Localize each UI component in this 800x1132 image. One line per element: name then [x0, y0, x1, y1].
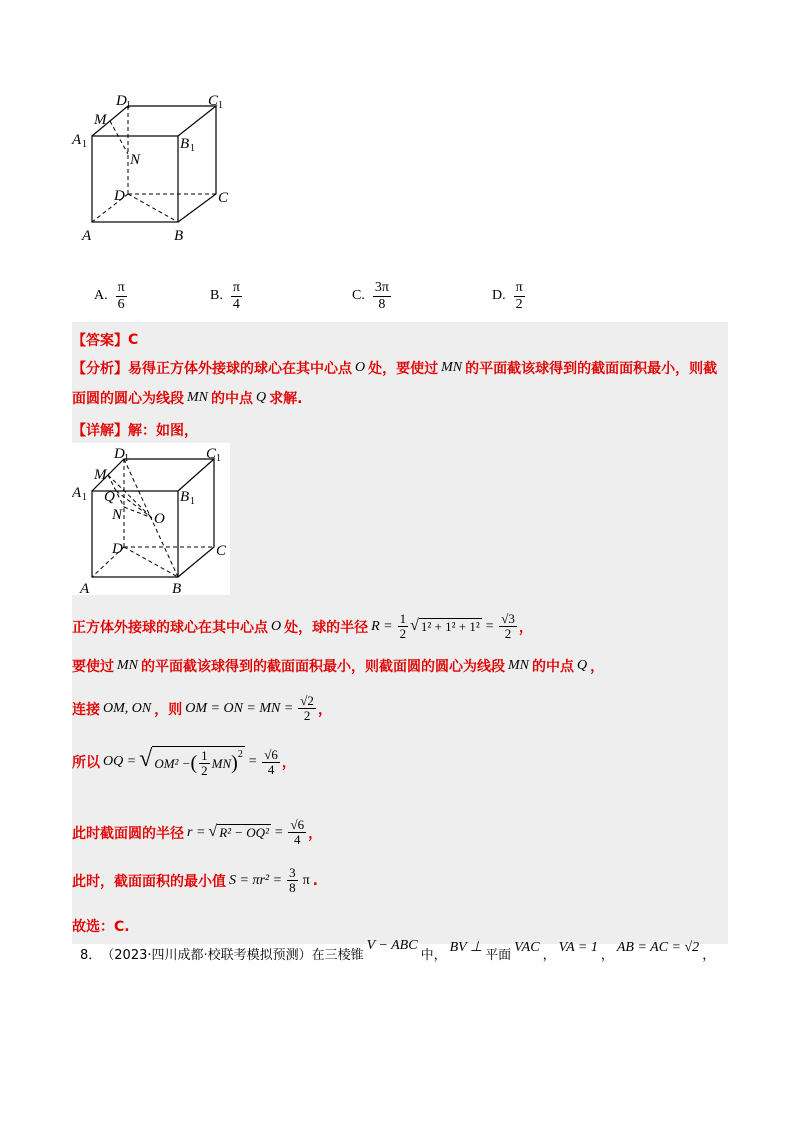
- s6-res-num: 3: [289, 865, 296, 880]
- right-face: [178, 106, 216, 222]
- s7-text: 故选：C.: [72, 919, 130, 935]
- solution-line-5: [72, 818, 322, 847]
- option-a-fraction: [116, 280, 127, 313]
- s4-half-fraction: [199, 749, 210, 778]
- solution-line-1: [72, 612, 533, 641]
- s1-half-den: 2: [399, 626, 407, 641]
- analysis-text-1a: 易得正方体外接球的球心在其中心点: [128, 361, 352, 377]
- s2-text-a: 要使过: [72, 659, 114, 675]
- q8-math-vac: VAC: [514, 939, 540, 955]
- q8-math-va: VA = 1: [558, 939, 598, 955]
- option-c-den: 8: [378, 296, 386, 312]
- s4-root-a: OM² −: [154, 755, 191, 771]
- s1-half-fraction: [398, 612, 409, 641]
- s1-sqrt-content: 1² + 1² + 1²: [420, 619, 480, 634]
- label-n: N: [112, 507, 123, 523]
- left-paren-icon: (: [190, 752, 198, 774]
- cube-figure-2: [72, 443, 230, 595]
- q8-mid: 中，: [420, 948, 447, 963]
- label-b1: B: [180, 489, 190, 505]
- radical-icon: √: [410, 617, 419, 634]
- solution-line-2: [72, 656, 604, 676]
- option-a-den: 6: [117, 296, 125, 312]
- s3-math-expr: OM = ON = MN =: [185, 700, 294, 716]
- s4-end: ，: [281, 755, 296, 771]
- label-d: D: [114, 188, 125, 204]
- label-a1-sub: 1: [82, 139, 87, 150]
- analysis-tag: 【分析】: [72, 361, 128, 377]
- label-c1-sub: 1: [218, 100, 223, 111]
- s6-math-lhs: S = πr² =: [229, 872, 283, 888]
- label-a1: A: [72, 132, 82, 148]
- math-q: Q: [256, 390, 267, 405]
- s4-sqrt-content: [152, 746, 244, 778]
- s4-half-num: 1: [201, 748, 208, 763]
- label-n: N: [130, 152, 141, 168]
- label-a1-sub: 1: [82, 492, 87, 503]
- option-c-letter: C.: [352, 288, 365, 303]
- s2-math-mn-2: MN: [508, 658, 529, 673]
- label-d1-sub: 1: [124, 453, 129, 464]
- s5-eq: =: [273, 824, 284, 840]
- label-c1: C: [206, 446, 217, 462]
- option-c[interactable]: [352, 276, 391, 316]
- label-c: C: [216, 543, 227, 559]
- option-d[interactable]: [492, 276, 525, 316]
- math-mn: MN: [441, 360, 463, 375]
- label-m: M: [94, 467, 107, 483]
- analysis-text-2c: 求解.: [269, 391, 303, 407]
- option-a-num: π: [117, 279, 125, 295]
- s2-end: ，: [590, 659, 605, 675]
- analysis-text-1b: 处，要使过: [368, 361, 439, 377]
- s1-text-b: 处，球的半径: [284, 619, 369, 636]
- option-d-fraction: [514, 280, 525, 313]
- label-b: B: [174, 228, 184, 244]
- s2-text-b: 的平面截该球得到的截面面积最小，则截面圆的圆心为线段: [141, 659, 505, 675]
- s4-sqrt: [139, 746, 245, 778]
- solution-line-7: [72, 916, 130, 936]
- s6-pi: π: [302, 872, 310, 888]
- label-b1-sub: 1: [190, 143, 195, 154]
- label-o: O: [154, 511, 165, 527]
- s5-sqrt-content: R² − OQ²: [219, 825, 269, 840]
- label-d1: D: [114, 446, 125, 462]
- label-b1: B: [180, 136, 190, 152]
- answer-options: [0, 276, 800, 316]
- top-face: [92, 459, 214, 491]
- analysis-text-2a: 面圆的圆心为线段: [72, 391, 184, 407]
- detail-text: 解：如图，: [128, 423, 198, 439]
- s3-res-den: 2: [303, 708, 311, 723]
- s3-math-om-on: OM, ON: [103, 700, 152, 716]
- detail-tag: 【详解】: [72, 423, 128, 439]
- s3-result-fraction: [298, 694, 316, 723]
- s1-result-fraction: [499, 612, 517, 641]
- math-mn-2: MN: [187, 390, 208, 405]
- segment-no: [124, 507, 152, 518]
- s5-text-a: 此时截面圆的半径: [72, 825, 184, 842]
- label-a: A: [80, 581, 90, 595]
- q8-sep1: ，: [542, 948, 556, 963]
- s1-text-a: 正方体外接球的球心在其中心点: [72, 619, 268, 636]
- label-d1-sub: 1: [126, 100, 131, 111]
- label-c1: C: [208, 93, 219, 109]
- s5-res-den: 4: [294, 832, 301, 847]
- label-c1-sub: 1: [216, 453, 221, 464]
- solution-line-3: [72, 694, 332, 723]
- q8-source: （2023·四川成都·校联考模拟预测）在三棱锥: [101, 948, 364, 963]
- hidden-edge-db: [128, 194, 178, 222]
- option-b-fraction: [231, 280, 242, 313]
- option-a-letter: A.: [94, 288, 108, 303]
- cube-figure-1: [70, 92, 240, 252]
- s1-sqrt: [410, 618, 482, 635]
- s4-res-num: √6: [264, 746, 278, 762]
- math-o: O: [355, 360, 366, 375]
- s1-math-r: R =: [371, 618, 393, 634]
- s4-res-den: 4: [267, 761, 275, 777]
- s3-res-num: √2: [300, 693, 314, 708]
- s6-text-a: 此时，截面面积的最小值: [72, 873, 226, 890]
- label-d1: D: [116, 93, 127, 109]
- analysis-line-1: [72, 358, 717, 378]
- q8-number: 8．: [80, 948, 102, 963]
- segment-mn: [110, 121, 128, 154]
- label-d: D: [112, 541, 123, 557]
- s3-text-a: 连接: [72, 701, 100, 718]
- label-q: Q: [104, 489, 115, 505]
- s6-end: .: [312, 872, 318, 889]
- s1-res-num: √3: [501, 611, 515, 626]
- option-b-letter: B.: [210, 288, 223, 303]
- hidden-edge-db: [124, 547, 178, 577]
- answer-line: [72, 330, 138, 350]
- s1-math-o: O: [271, 618, 282, 634]
- s2-math-q: Q: [577, 658, 588, 673]
- square-sup-icon: 2: [237, 749, 243, 760]
- s1-half-num: 1: [399, 611, 407, 626]
- s4-math-lhs: OQ =: [103, 754, 137, 769]
- s4-eq: =: [247, 754, 258, 769]
- radical-icon: √: [208, 823, 218, 840]
- solution-line-4: [72, 746, 296, 778]
- q8-sep2: ，: [600, 948, 614, 963]
- option-c-num: 3π: [374, 279, 389, 295]
- s3-text-b: ，则: [154, 701, 183, 718]
- front-face: [92, 136, 178, 222]
- s4-root-b: MN: [211, 755, 232, 771]
- answer-value: C: [128, 332, 139, 348]
- option-b-den: 4: [232, 296, 240, 312]
- s5-math-lhs: r =: [187, 824, 206, 840]
- s5-sqrt: [208, 824, 271, 841]
- s6-res-den: 8: [289, 880, 296, 895]
- label-c: C: [218, 190, 229, 206]
- s5-result-fraction: [288, 818, 306, 847]
- s4-result-fraction: [262, 748, 280, 777]
- label-b: B: [172, 581, 182, 595]
- q8-math-vabc: V − ABC: [366, 937, 418, 953]
- top-face: [92, 106, 216, 136]
- s3-end: ，: [317, 701, 332, 718]
- answer-tag: 【答案】: [72, 333, 128, 349]
- q8-math-abac: AB = AC = √2: [616, 939, 700, 955]
- option-d-den: 2: [515, 296, 523, 312]
- s2-math-mn: MN: [117, 658, 138, 673]
- option-c-fraction: [373, 280, 391, 313]
- s4-half-den: 2: [201, 763, 208, 778]
- detail-line: [72, 420, 198, 440]
- q8-sep3: ，: [702, 948, 716, 963]
- option-b[interactable]: [210, 276, 242, 316]
- label-a1: A: [72, 485, 82, 501]
- option-d-num: π: [515, 279, 523, 295]
- analysis-text-1c: 的平面截该球得到的截面面积最小，则截: [465, 361, 718, 377]
- radical-icon: √: [139, 746, 153, 772]
- q8-math-bv: BV ⊥: [449, 940, 483, 955]
- answer-explanation-box: [72, 322, 728, 944]
- s6-result-fraction: [287, 866, 298, 895]
- right-face: [178, 459, 214, 577]
- right-paren-icon: ): [231, 752, 238, 774]
- solution-line-6: [72, 866, 318, 895]
- q8-plane: 平面: [485, 948, 512, 963]
- s4-text-a: 所以: [72, 755, 100, 771]
- s5-end: ，: [308, 825, 323, 842]
- label-b1-sub: 1: [190, 496, 195, 507]
- question-8: [80, 937, 740, 963]
- analysis-text-2b: 的中点: [211, 391, 253, 407]
- label-a: A: [82, 228, 92, 244]
- s1-eq: =: [484, 618, 495, 634]
- s1-end: ，: [518, 619, 533, 636]
- s2-text-c: 的中点: [532, 659, 574, 675]
- option-b-num: π: [232, 279, 240, 295]
- s1-res-den: 2: [504, 626, 512, 641]
- s5-res-num: √6: [290, 817, 305, 832]
- option-a[interactable]: [94, 276, 127, 316]
- label-m: M: [94, 112, 107, 128]
- option-d-letter: D.: [492, 288, 506, 303]
- analysis-line-2: [72, 388, 302, 408]
